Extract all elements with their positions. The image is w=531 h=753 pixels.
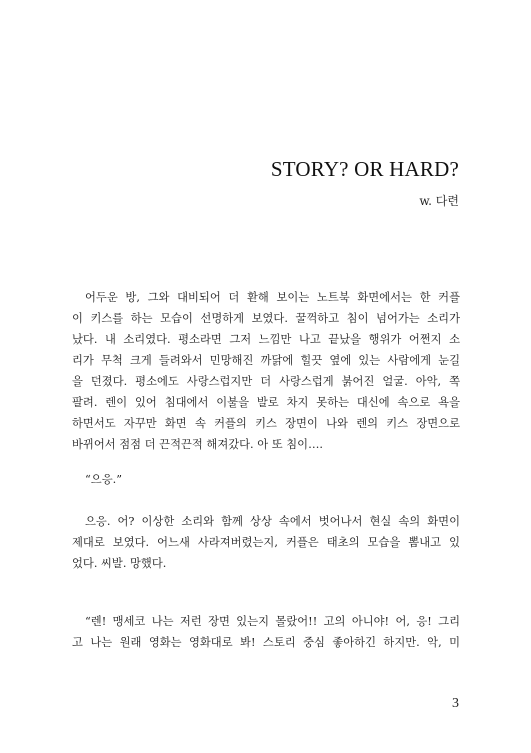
text-line: 을 던졌다. 평소에도 사랑스럽지만 더 사랑스럽게 붉어진 얼굴. 아악, 쪽 [72, 375, 460, 388]
text-line: 고 나는 원래 영화는 영화대로 봐! 스토리 중심 좋아하긴 하지만. 악, 미 [72, 636, 460, 649]
page-number: 3 [452, 696, 459, 711]
paragraph-3 [72, 511, 460, 574]
text-line: 어두운 방, 그와 대비되어 더 환해 보이는 노트북 화면에서는 한 커플 [85, 291, 460, 304]
text-line: “으응.” [85, 473, 122, 486]
story-title: STORY? OR HARD? [270, 157, 459, 181]
text-line: 제대로 보였다. 어느새 사라져버렸는지, 커플은 태초의 모습을 뽐내고 있 [72, 536, 460, 549]
paragraph-4 [72, 611, 460, 653]
paragraph-1 [72, 287, 460, 455]
text-line: 었다. 씨발. 망했다. [72, 557, 167, 570]
text-line: 하면서도 자꾸만 화면 속 커플의 키스 장면이 나와 렌의 키스 장면으로 [72, 417, 460, 430]
text-line: 으응. 어? 이상한 소리와 함께 상상 속에서 벗어나서 현실 속의 화면이 [85, 515, 460, 528]
author-credit: w. 다련 [419, 194, 459, 208]
text-line: “렌! 맹세코 나는 저런 장면 있는지 몰랐어!! 고의 아니야! 어, 응! 그리 [85, 615, 460, 628]
text-line: 바뀌어서 점점 더 끈적끈적 해져갔다. 아 또 침이…. [72, 438, 323, 451]
paragraph-2 [72, 469, 460, 490]
text-line: 리가 무척 크게 들려와서 민망해진 까닭에 힐끗 옆에 있는 사람에게 눈길 [72, 354, 460, 367]
text-line: 팔려. 렌이 있어 침대에서 이불을 발로 차지 못하는 대신에 속으로 욕을 [72, 396, 460, 409]
text-line: 났다. 내 소리였다. 평소라면 그저 느낌만 나고 끝났을 행위가 어쩐지 소 [72, 333, 460, 346]
text-line: 이 키스를 하는 모습이 선명하게 보였다. 꿀꺽하고 침이 넘어가는 소리가 [72, 312, 460, 325]
